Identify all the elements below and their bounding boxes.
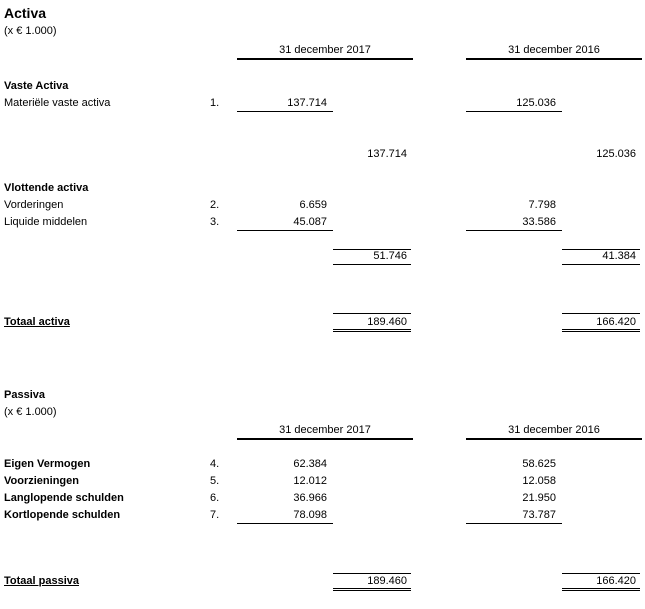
passiva-col-header-2017: 31 december 2017 — [279, 424, 371, 436]
vaste-activa-subtotal-2017: 137.714 — [367, 148, 407, 160]
passiva-col-header-2016: 31 december 2016 — [508, 424, 600, 436]
langlopende-schulden-label: Langlopende schulden — [4, 492, 124, 504]
vorderingen-2016: 7.798 — [528, 199, 556, 211]
eigen-vermogen-2017: 62.384 — [293, 458, 327, 470]
kortlopende-schulden-label: Kortlopende schulden — [4, 509, 121, 521]
vaste-activa-row-note: 1. — [210, 97, 220, 109]
liquide-middelen-note: 3. — [210, 216, 220, 228]
activa-col-header-2017: 31 december 2017 — [279, 44, 371, 56]
vaste-activa-row-2017: 137.714 — [287, 97, 327, 109]
totaal-passiva-double-rule-2017 — [333, 588, 411, 591]
totaal-passiva-label: Totaal passiva — [4, 575, 79, 587]
vorderingen-2017: 6.659 — [299, 199, 327, 211]
totaal-activa-top-rule-2016 — [562, 313, 640, 314]
vlottende-subtotal-under-2016 — [562, 264, 640, 265]
liquide-middelen-2017: 45.087 — [293, 216, 327, 228]
totaal-passiva-2017: 189.460 — [367, 575, 407, 587]
activa-header-rule-2017 — [237, 58, 413, 60]
totaal-activa-top-rule-2017 — [333, 313, 411, 314]
kortlopende-schulden-note: 7. — [210, 509, 220, 521]
passiva-header-rule-2017 — [237, 438, 413, 440]
vaste-activa-row-2016: 125.036 — [516, 97, 556, 109]
voorzieningen-2016: 12.058 — [522, 475, 556, 487]
totaal-activa-double-rule-2017 — [333, 329, 411, 332]
vorderingen-note: 2. — [210, 199, 220, 211]
totaal-activa-2016: 166.420 — [596, 316, 636, 328]
activa-header-rule-2016 — [466, 58, 642, 60]
totaal-activa-double-rule-2016 — [562, 329, 640, 332]
eigen-vermogen-note: 4. — [210, 458, 220, 470]
vlottende-rule-2017 — [237, 230, 333, 231]
vaste-activa-rule-2017 — [237, 111, 333, 112]
langlopende-schulden-note: 6. — [210, 492, 220, 504]
eigen-vermogen-2016: 58.625 — [522, 458, 556, 470]
totaal-activa-label: Totaal activa — [4, 316, 70, 328]
activa-unit: (x € 1.000) — [4, 25, 57, 37]
totaal-passiva-double-rule-2016 — [562, 588, 640, 591]
vlottende-subtotal-2017: 51.746 — [373, 250, 407, 262]
vorderingen-label: Vorderingen — [4, 199, 64, 211]
vaste-activa-heading: Vaste Activa — [4, 80, 69, 92]
kortlopende-schulden-2016: 73.787 — [522, 509, 556, 521]
passiva-unit: (x € 1.000) — [4, 406, 57, 418]
passiva-rows-rule-2017 — [237, 523, 333, 524]
voorzieningen-label: Voorzieningen — [4, 475, 79, 487]
langlopende-schulden-2017: 36.966 — [293, 492, 327, 504]
eigen-vermogen-label: Eigen Vermogen — [4, 458, 91, 470]
activa-title: Activa — [4, 5, 47, 21]
vlottende-subtotal-under-2017 — [333, 264, 411, 265]
activa-col-header-2016: 31 december 2016 — [508, 44, 600, 56]
totaal-passiva-2016: 166.420 — [596, 575, 636, 587]
liquide-middelen-label: Liquide middelen — [4, 216, 88, 228]
vaste-activa-subtotal-2016: 125.036 — [596, 148, 636, 160]
vaste-activa-row-label: Materiële vaste activa — [4, 97, 111, 109]
vlottende-subtotal-2016: 41.384 — [602, 250, 636, 262]
liquide-middelen-2016: 33.586 — [522, 216, 556, 228]
langlopende-schulden-2016: 21.950 — [522, 492, 556, 504]
vlottende-activa-heading: Vlottende activa — [4, 182, 89, 194]
kortlopende-schulden-2017: 78.098 — [293, 509, 327, 521]
vaste-activa-rule-2016 — [466, 111, 562, 112]
vlottende-rule-2016 — [466, 230, 562, 231]
totaal-activa-2017: 189.460 — [367, 316, 407, 328]
voorzieningen-2017: 12.012 — [293, 475, 327, 487]
voorzieningen-note: 5. — [210, 475, 220, 487]
passiva-title: Passiva — [4, 389, 45, 401]
passiva-header-rule-2016 — [466, 438, 642, 440]
passiva-rows-rule-2016 — [466, 523, 562, 524]
